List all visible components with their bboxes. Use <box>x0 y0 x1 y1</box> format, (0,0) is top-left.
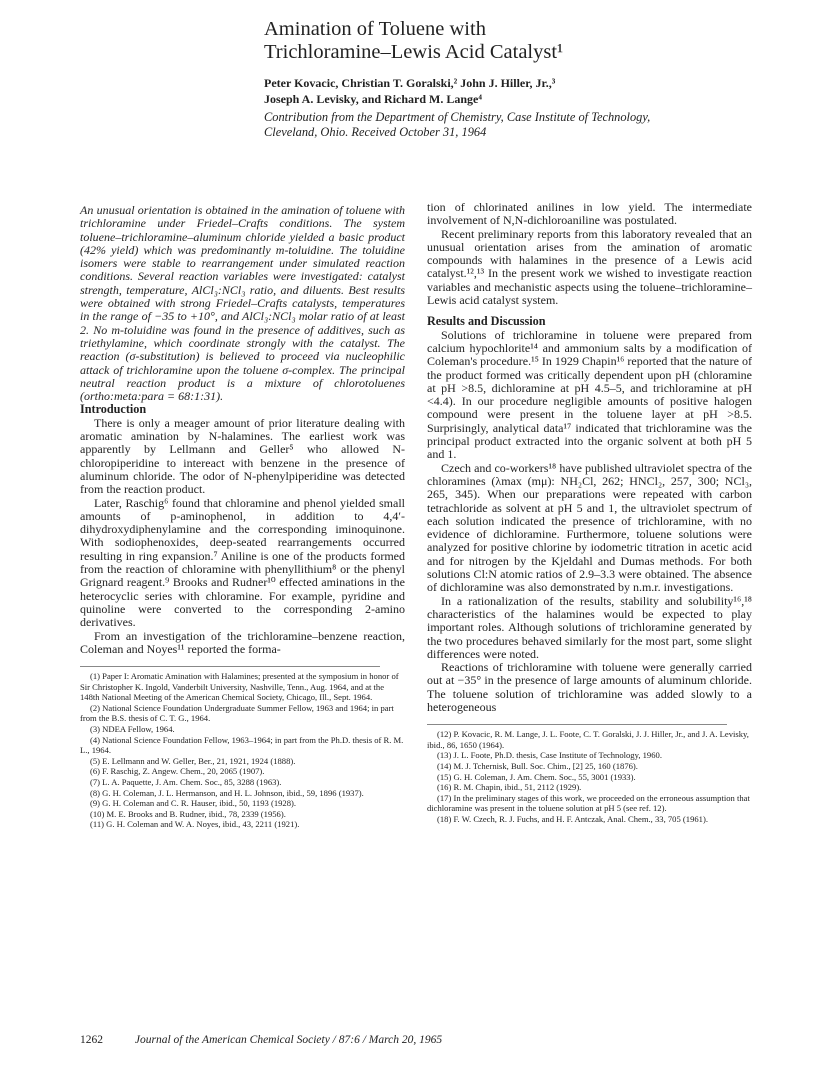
authors-line-1: Peter Kovacic, Christian T. Goralski,² John J. Hiller, Jr.,³ <box>264 76 556 90</box>
introduction-paragraph-1: There is only a meager amount of prior literature dealing with aromatic amination by N-halamines. The earliest work was apparently by Lellmann and Geller⁵ who allowed N-chloropiperidine to intereact with benzene in the presence of aluminum chloride. The odor of N-phenylpiperidine was detected from the reaction product. <box>80 415 405 497</box>
footnote: (16) R. M. Chapin, ibid., 51, 2112 (1929). <box>437 782 582 793</box>
page-footer <box>80 1034 780 1046</box>
footnote: (6) F. Raschig, Z. Angew. Chem., 20, 2065 (1907). <box>90 766 265 777</box>
introduction-paragraph-3: From an investigation of the trichloramine–benzene reaction, Coleman and Noyes¹¹ reported the forma- <box>80 628 405 656</box>
introduction-paragraph-2: Later, Raschig⁶ found that chloramine and phenol yielded small amounts of p-aminophenol, in addition to 4,4′-dihydroxydiphenylamine and the corresponding iminoquinone. With sodiophenoxides, deep-seated rearrangements occurred resulting in ring expansion.⁷ Aniline is one of the products formed from the reaction of chloramine with phenyllithium⁸ or the phenyl Grignard reagent.⁹ Brooks and Rudner¹⁰ effected aminations in the heterocyclic series with chloramine. For example, pyridine and quinoline were converted to the corresponding 2-amino derivatives. <box>80 495 405 630</box>
footnote-divider <box>80 666 380 667</box>
footnote: (5) E. Lellmann and W. Geller, Ber., 21, 1921, 1924 (1888). <box>90 755 296 766</box>
footnotes-right <box>427 729 752 824</box>
footnote: (1) Paper I: Aromatic Amination with Halamines; presented at the symposium in honor of Sir Christopher K. Ingold, Vanderbilt University, Nashville, Tenn., Aug. 1964, and at the 148th National Meeting of the American Chemical Society, Chicago, Ill., Sept. 1964. <box>80 671 399 703</box>
introduction-heading: Introduction <box>80 402 147 417</box>
footnote: (17) In the preliminary stages of this work, we proceeded on the erroneous assumption that dichloramine was present in the toluene solution at pH 5 (see ref. 12). <box>427 792 750 814</box>
abstract: An unusual orientation is obtained in the amination of toluene with trichloramine under Friedel–Crafts conditions. The system toluene–trichloramine–aluminum chloride yielded a basic product (42% yield) which was predominantly m-toluidine. The toluidine isomers were stable to rearrangement under simulated reaction conditions. Several reaction variables were investigated: catalyst strength, temperature, AlCl₃:NCl₃ ratio, and diluents. Best results were obtained with strong Friedel–Crafts catalysts, temperatures in the range of −35 to +10°, and AlCl₃:NCl₃ molar ratio of at least 2. No m-toluidine was found in the presence of additives, such as triethylamine, which coordinate strongly with the catalyst. The reaction (σ-substitution) is believed to proceed via nucleophilic attack of trichloramine upon the toluene σ-complex. The principal neutral reaction product is a mixture of chlorotoluenes (ortho:meta:para = 68:1:31). <box>80 203 405 404</box>
right-column <box>427 201 752 825</box>
body-paragraph: Solutions of trichloramine in toluene were prepared from calcium hypochlorite¹⁴ and ammonium salts by a modification of Coleman's procedure.¹⁵ In 1929 Chapin¹⁶ reported that the nature of the product formed was critically dependent upon pH (chloramine at pH >8.5, dichloramine at pH 4.5–5, and trichloramine at pH <4.4). In our procedure negligible amounts of positive halogen compound were present in the toluene layer at pH >8.5. Surprisingly, analytical data¹⁷ indicated that trichloramine was the principal product extracted into the organic solvent at both pH 5 and 1. <box>427 327 752 462</box>
footnote: (8) G. H. Coleman, J. L. Hermanson, and H. L. Johnson, ibid., 59, 1896 (1937). <box>90 787 364 798</box>
affiliation-line-2: Cleveland, Ohio. Received October 31, 1964 <box>264 125 487 139</box>
authors-line-2: Joseph A. Levisky, and Richard M. Lange⁴ <box>264 91 482 106</box>
footnote: (3) NDEA Fellow, 1964. <box>90 724 175 735</box>
body-paragraph: In a rationalization of the results, stability and solubility¹⁶,¹⁸ characteristics of the halamines would be expected to play important roles. Although solutions of trichloramine generated by the two procedures behaved similarly for the most part, some slight differences were noted. <box>427 593 752 661</box>
body-paragraph: tion of chlorinated anilines in low yield. The intermediate involvement of N,N-dichloroaniline was postulated. <box>427 200 752 228</box>
results-heading: Results and Discussion <box>427 314 546 329</box>
title-line-2: Trichloramine–Lewis Acid Catalyst¹ <box>264 41 564 63</box>
body-paragraph: Reactions of trichloramine with toluene were generally carried out at −35° in the presence of large amounts of aluminum chloride. The toluene solution of trichloramine was added slowly to a heterogeneous <box>427 660 752 714</box>
footnote: (15) G. H. Coleman, J. Am. Chem. Soc., 55, 3001 (1933). <box>437 771 636 782</box>
footnote: (4) National Science Foundation Fellow, 1963–1964; in part from the Ph.D. thesis of R. M. L., 1964. <box>80 734 404 756</box>
title-line-1: Amination of Toluene with <box>264 18 486 40</box>
footnote: (2) National Science Foundation Undergraduate Summer Fellow, 1963 and 1964; in part from the B.S. thesis of C. T. G., 1964. <box>80 702 394 724</box>
footnote: (13) J. L. Foote, Ph.D. thesis, Case Institute of Technology, 1960. <box>437 750 662 761</box>
page-number: 1262 <box>80 1034 103 1046</box>
footnote: (12) P. Kovacic, R. M. Lange, J. L. Foote, C. T. Goralski, J. J. Hiller, Jr., and J. A. Levisky, ibid., 86, 1650 (1964). <box>427 729 749 750</box>
body-paragraph: Recent preliminary reports from this laboratory revealed that an unusual orientation arises from the amination of aromatic compounds with halamines in the presence of a Lewis acid catalyst.¹²,¹³ In the present work we wished to investigate reaction variables and mechanistic aspects using the toluene–trichloramine–Lewis acid catalyst system. <box>427 226 752 308</box>
footnote: (7) L. A. Paquette, J. Am. Chem. Soc., 85, 3288 (1963). <box>90 777 282 788</box>
body-paragraph: Czech and co-workers¹⁸ have published ultraviolet spectra of the chloramines (λmax (mμ): NH₂Cl, 262; HNCl₂, 257, 300; NCl₃, 265, 345). When our preparations were repeated with carbon tetrachloride as solvent at pH 5 and 1, the ultraviolet spectrum of each solution indicated the presence of trichloramine, with no evidence of dichloramine. Furthermore, toluene solutions were analyzed for positive chlorine by iodometric titration in acetic acid and for nitrogen by the Kjeldahl and Dumas methods. For both solutions Cl:N atomic ratios of 2.9–3.3 were obtained. The absence of dichloramine was also demonstrated by n.m.r. investigations. <box>427 460 752 595</box>
footnotes-left <box>80 671 405 830</box>
footnote: (11) G. H. Coleman and W. A. Noyes, ibid., 43, 2211 (1921). <box>90 819 300 830</box>
journal-citation: Journal of the American Chemical Society / 87:6 / March 20, 1965 <box>134 1034 443 1046</box>
left-column <box>80 204 405 830</box>
article-title <box>264 18 804 64</box>
footnote: (14) M. J. Tchernisk, Bull. Soc. Chim., [2] 25, 160 (1876). <box>437 761 638 772</box>
footnote: (9) G. H. Coleman and C. R. Hauser, ibid., 50, 1193 (1928). <box>90 798 297 809</box>
footnote: (10) M. E. Brooks and B. Rudner, ibid., 78, 2339 (1956). <box>90 808 286 819</box>
affiliation-line-1: Contribution from the Department of Chemistry, Case Institute of Technology, <box>264 110 651 124</box>
footnote: (18) F. W. Czech, R. J. Fuchs, and H. F. Antczak, Anal. Chem., 33, 705 (1961). <box>437 814 708 825</box>
author-list <box>264 76 804 107</box>
footnote-divider <box>427 724 727 725</box>
affiliation <box>264 110 804 140</box>
